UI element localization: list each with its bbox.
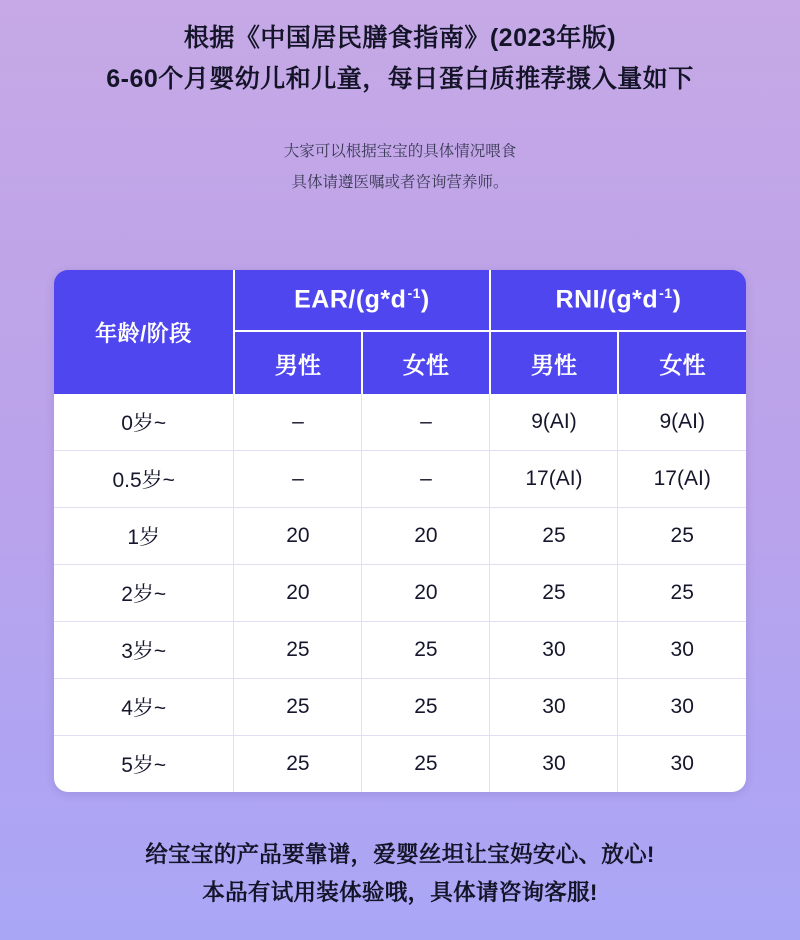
cell-ear-female: 25 — [362, 679, 490, 736]
protein-intake-table-container — [54, 270, 746, 792]
header-ear-female: 女性 — [362, 331, 490, 394]
row-age-label: 0岁~ — [54, 394, 234, 451]
cell-rni-male: 9(AI) — [490, 394, 618, 451]
cell-rni-male: 25 — [490, 508, 618, 565]
table-row — [54, 394, 746, 451]
header-group-ear-suffix: ) — [420, 285, 430, 314]
cell-rni-male: 25 — [490, 565, 618, 622]
cell-ear-male: – — [234, 394, 362, 451]
footer-message — [0, 836, 800, 912]
table-row — [54, 622, 746, 679]
row-age-label: 1岁 — [54, 508, 234, 565]
cell-rni-female: 30 — [618, 736, 746, 793]
row-age-label: 2岁~ — [54, 565, 234, 622]
row-age-label: 5岁~ — [54, 736, 234, 793]
cell-rni-male: 30 — [490, 622, 618, 679]
table-row — [54, 565, 746, 622]
table-row — [54, 508, 746, 565]
cell-ear-male: 20 — [234, 508, 362, 565]
header-ear-male: 男性 — [234, 331, 362, 394]
header-rni-female: 女性 — [618, 331, 746, 394]
table-header-row-groups — [54, 270, 746, 331]
cell-rni-female: 30 — [618, 679, 746, 736]
footer-line-2: 本品有试用装体验哦，具体请咨询客服! — [202, 880, 598, 905]
page-subtitle — [0, 136, 800, 198]
protein-intake-table — [54, 270, 746, 792]
footer-line-1: 给宝宝的产品要靠谱，爱婴丝坦让宝妈安心、放心! — [145, 842, 655, 867]
subtitle-line-2: 具体请遵医嘱或者咨询营养师。 — [291, 174, 509, 191]
cell-rni-male: 30 — [490, 679, 618, 736]
cell-rni-female: 9(AI) — [618, 394, 746, 451]
table-row — [54, 736, 746, 793]
table-head — [54, 270, 746, 394]
header-age-stage: 年龄/阶段 — [54, 270, 234, 394]
row-age-label: 3岁~ — [54, 622, 234, 679]
table-row — [54, 451, 746, 508]
header-group-ear — [234, 270, 490, 331]
row-age-label: 0.5岁~ — [54, 451, 234, 508]
title-line-2: 6-60个月婴幼儿和儿童，每日蛋白质推荐摄入量如下 — [106, 65, 694, 93]
cell-ear-male: – — [234, 451, 362, 508]
table-body — [54, 394, 746, 792]
cell-rni-male: 30 — [490, 736, 618, 793]
page-title — [0, 0, 800, 100]
cell-ear-female: 20 — [362, 565, 490, 622]
cell-ear-male: 25 — [234, 679, 362, 736]
cell-rni-male: 17(AI) — [490, 451, 618, 508]
cell-ear-female: – — [362, 451, 490, 508]
cell-ear-male: 25 — [234, 736, 362, 793]
cell-ear-male: 25 — [234, 622, 362, 679]
header-group-ear-sup: -1 — [407, 285, 421, 302]
header-group-rni — [490, 270, 746, 331]
header-rni-male: 男性 — [490, 331, 618, 394]
header-group-rni-sup: -1 — [659, 285, 673, 302]
header-group-rni-suffix: ) — [672, 285, 682, 314]
cell-rni-female: 25 — [618, 565, 746, 622]
cell-rni-female: 17(AI) — [618, 451, 746, 508]
cell-ear-male: 20 — [234, 565, 362, 622]
subtitle-line-1: 大家可以根据宝宝的具体情况喂食 — [283, 143, 517, 160]
cell-ear-female: – — [362, 394, 490, 451]
cell-ear-female: 25 — [362, 736, 490, 793]
row-age-label: 4岁~ — [54, 679, 234, 736]
cell-rni-female: 25 — [618, 508, 746, 565]
title-line-1: 根据《中国居民膳食指南》(2023年版) — [183, 24, 617, 52]
cell-ear-female: 20 — [362, 508, 490, 565]
header-group-rni-label: RNI/(g*d — [555, 285, 659, 314]
table-row — [54, 679, 746, 736]
cell-ear-female: 25 — [362, 622, 490, 679]
header-group-ear-label: EAR/(g*d — [294, 285, 407, 314]
cell-rni-female: 30 — [618, 622, 746, 679]
